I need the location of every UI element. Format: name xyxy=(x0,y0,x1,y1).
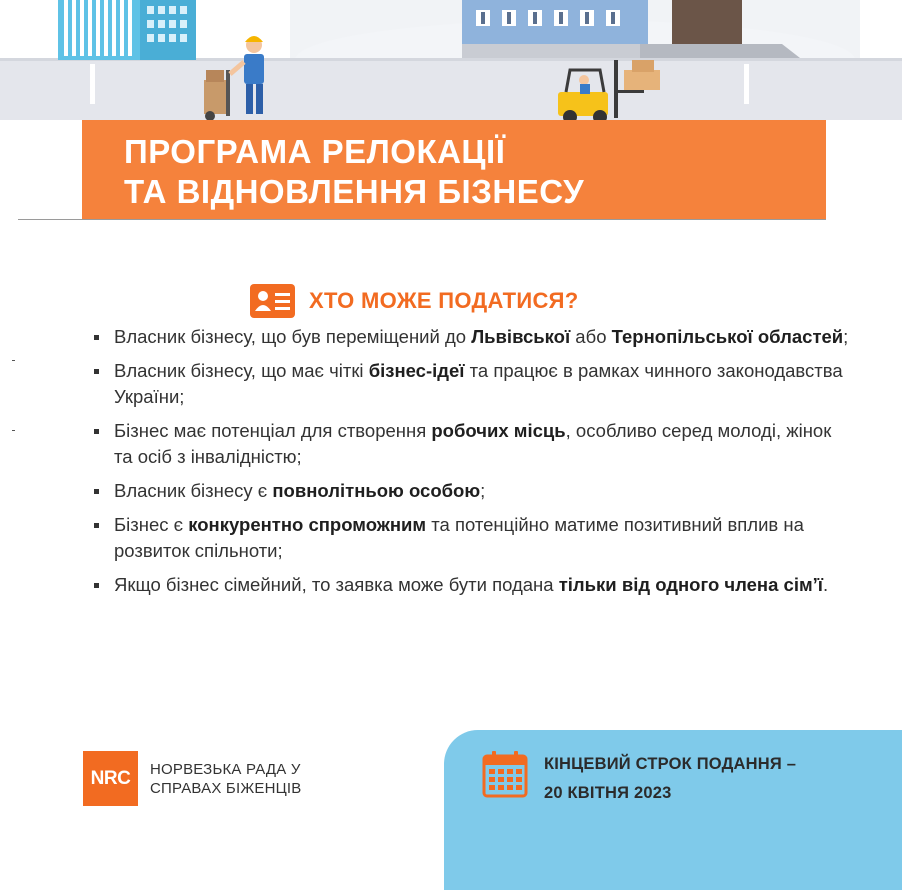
bullet xyxy=(94,429,99,434)
item-text: або xyxy=(570,326,612,347)
bullet xyxy=(94,335,99,340)
organization-name xyxy=(150,760,301,798)
item-bold: повнолітньою особою xyxy=(272,480,481,501)
section-heading-text: ХТО МОЖЕ ПОДАТИСЯ? xyxy=(309,288,579,313)
bullet xyxy=(94,489,99,494)
divider xyxy=(18,219,826,220)
margin-mark xyxy=(12,360,15,361)
item-text: . xyxy=(823,574,829,595)
list-item xyxy=(92,478,852,504)
calendar-icon xyxy=(482,750,528,803)
org-name-line-1: НОРВЕЗЬКА РАДА У xyxy=(150,760,301,778)
deadline-date: 20 КВІТНЯ 2023 xyxy=(544,784,672,802)
title-line-2: ТА ВІДНОВЛЕННЯ БІЗНЕСУ xyxy=(124,173,585,210)
item-text: Власник бізнесу є xyxy=(114,480,273,501)
id-card-icon xyxy=(250,284,295,318)
item-bold: бізнес-ідеї xyxy=(368,360,465,381)
title-banner xyxy=(82,120,826,220)
item-bold: робочих місць xyxy=(431,420,566,441)
list-item xyxy=(92,418,852,470)
list-item xyxy=(92,572,852,598)
item-bold: Львівської xyxy=(471,326,571,347)
item-text: ; xyxy=(480,480,486,501)
list-item xyxy=(92,358,852,410)
org-name-line-2: СПРАВАХ БІЖЕНЦІВ xyxy=(150,779,302,797)
item-bold: Тернопільської областей xyxy=(611,326,844,347)
bullet xyxy=(94,523,99,528)
item-text: Власник бізнесу, що був переміщений до xyxy=(114,326,472,347)
bullet xyxy=(94,583,99,588)
item-text: , особливо серед молоді, жінок та осіб з інвалідністю; xyxy=(114,420,832,467)
item-text: Власник бізнесу, що має чіткі xyxy=(114,360,369,381)
item-text: ; xyxy=(843,326,849,347)
deadline-text xyxy=(544,750,796,808)
nrc-logo-mark: NRC xyxy=(83,751,138,806)
page-title xyxy=(124,132,584,212)
nrc-logo xyxy=(83,751,301,806)
item-text: Бізнес має потенціал для створення xyxy=(114,420,432,441)
deadline-panel xyxy=(444,730,902,890)
deadline-label: КІНЦЕВИЙ СТРОК ПОДАННЯ – xyxy=(544,755,797,773)
item-text: та працює в рамках чинного законодавства України; xyxy=(114,360,843,407)
title-line-1: ПРОГРАМА РЕЛОКАЦІЇ xyxy=(124,133,506,170)
eligibility-list xyxy=(92,324,852,598)
list-item xyxy=(92,324,852,350)
list-item xyxy=(92,512,852,564)
margin-mark xyxy=(12,430,15,431)
bullet xyxy=(94,369,99,374)
item-text: Бізнес є xyxy=(114,514,189,535)
item-text: Якщо бізнес сімейний, то заявка може бути подана xyxy=(114,574,559,595)
item-text: та потенційно матиме позитивний вплив на розвиток спільноти; xyxy=(114,514,804,561)
item-bold: тільки від одного члена сім’ї xyxy=(558,574,823,595)
section-heading xyxy=(250,284,579,318)
item-bold: конкурентно спроможним xyxy=(188,514,427,535)
